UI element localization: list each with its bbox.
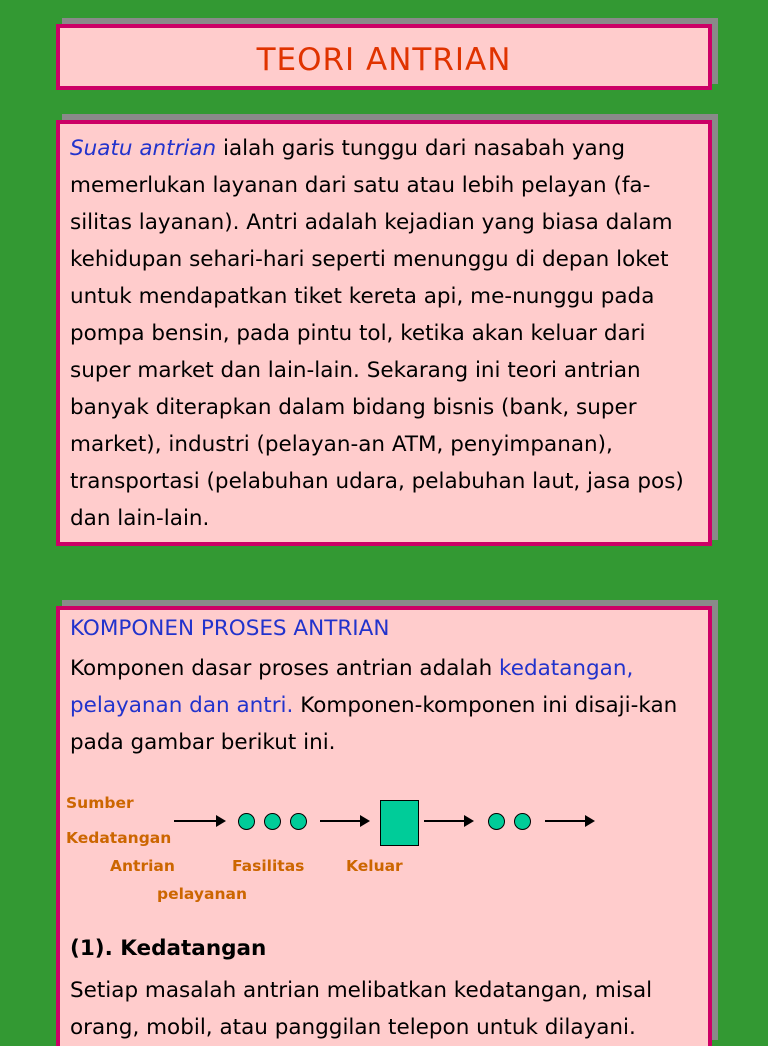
definition-paragraph [70, 130, 710, 537]
queue-circle [264, 813, 281, 830]
intro-text-end: Komponen-komponen ini disaji-kan pada gambar berikut ini. [70, 693, 678, 755]
section-1-heading: (1). Kedatangan [70, 936, 267, 961]
section-1-text: Setiap masalah antrian melibatkan kedatangan, misal orang, mobil, atau panggilan telepon untuk dilayani. [70, 978, 653, 1040]
arrow-exit [545, 820, 593, 822]
arrow-to-queue [174, 820, 224, 822]
intro-text: Komponen dasar proses antrian adalah [70, 656, 500, 681]
definition-term: Suatu antrian [70, 136, 217, 161]
queue-circle [238, 813, 255, 830]
arrow-from-facility [424, 820, 472, 822]
service-facility-box [380, 800, 419, 846]
definition-box [56, 120, 712, 546]
definition-body: ialah garis tunggu dari nasabah yang memerlukan layanan dari satu atau lebih pelayan (fa-silitas layanan). Antri adalah kejadian yang biasa dalam kehidupan sehari-hari seperti menunggu di depan loket untuk mendapatkan tiket kereta api, me-nunggu pada pompa bensin, pada pintu tol, ketika akan keluar dari super market dan lain-lain. Sekarang ini teori antrian banyak diterapkan dalam bidang bisnis (bank, super market), industri (pelayan-an ATM, penyimpanan), transportasi (pelabuhan udara, pelabuhan laut, jasa pos) dan lain-lain. [70, 136, 684, 531]
intro-highlight: kedatangan, pelayanan dan antri. [70, 656, 634, 718]
exit-circle [488, 813, 505, 830]
components-box [56, 606, 712, 1046]
source-label: Sumber [66, 794, 134, 812]
components-heading: KOMPONEN PROSES ANTRIAN [70, 616, 390, 641]
title-box [56, 24, 712, 90]
arrival-label: Kedatangan [66, 829, 172, 847]
exit-label: Keluar [346, 857, 403, 875]
exit-circle [514, 813, 531, 830]
arrow-to-facility [320, 820, 368, 822]
page-title: TEORI ANTRIAN [256, 42, 512, 78]
queue-circle [290, 813, 307, 830]
components-intro [70, 650, 710, 761]
queue-label: Antrian [110, 857, 175, 875]
facility-label: Fasilitas [232, 857, 305, 875]
service-label: pelayanan [157, 885, 247, 903]
